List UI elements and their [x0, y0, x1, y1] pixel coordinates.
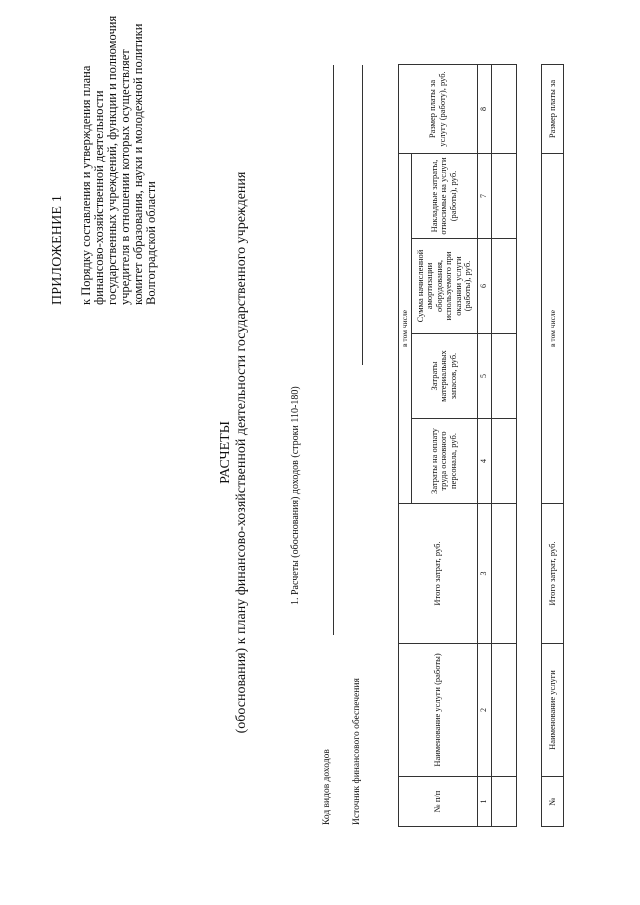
document-title: РАСЧЕТЫ: [218, 421, 233, 484]
header-col-total: Итого затрат, руб.: [399, 504, 478, 644]
column-number: 5: [477, 334, 491, 419]
column-number: 4: [477, 419, 491, 504]
table-cell: [491, 153, 516, 238]
table-cell: [491, 64, 516, 153]
header-row-1: [399, 64, 412, 826]
section-title: 1. Расчеты (обоснования) доходов (строки 110-180): [290, 386, 301, 605]
table-cell: [491, 334, 516, 419]
table-cell: [491, 419, 516, 504]
header-col-overhead: Накладные затраты, относимые на услуги (работы), руб.: [411, 153, 477, 238]
document-subtitle: (обоснования) к плану финансово-хозяйственной деятельности государственного учреждения: [234, 171, 249, 734]
header-col-fee: Размер платы за: [542, 65, 564, 154]
column-number-row: [477, 64, 491, 826]
funding-source-line: [362, 65, 363, 365]
header-group-including: в том числе: [542, 154, 564, 504]
table-cell: [491, 777, 516, 827]
header-col-depreciation: Сумма начисленной амортизации оборудования, используемого при оказании услуги (работы), руб.: [411, 239, 477, 334]
calculation-table-continued: [541, 64, 564, 827]
header-col-number: №: [542, 777, 564, 827]
table-cell: [491, 644, 516, 777]
column-number: 1: [477, 777, 491, 827]
header-col-labor: Затраты на оплату труда основного персонала, руб.: [411, 419, 477, 504]
header-col-materials: Затраты материальных запасов, руб.: [411, 334, 477, 419]
table-cell: [491, 239, 516, 334]
header-row-continued: [542, 65, 564, 827]
header-group-including: в том числе: [399, 153, 412, 503]
column-number: 2: [477, 644, 491, 777]
header-col-number: № п/п: [399, 777, 478, 827]
table-cell: [491, 504, 516, 644]
appendix-title: ПРИЛОЖЕНИЕ 1: [50, 194, 65, 305]
calculation-table: [398, 64, 517, 827]
column-number: 8: [477, 64, 491, 153]
income-code-line: [333, 65, 334, 635]
header-col-total: Итого затрат, руб.: [542, 504, 564, 644]
column-number: 3: [477, 504, 491, 644]
appendix-text: к Порядку составления и утверждения плана финансово-хозяйственной деятельности государственных учреждений, функции и полномочия учредителя в отношении которых осуществляет комитет образования, науки и молодежной политики Волгоградской области: [79, 15, 158, 305]
table-row: [491, 64, 516, 826]
funding-source-label: Источник финансового обеспечения: [352, 678, 362, 825]
header-col-fee: Размер платы за услугу (работу), руб.: [399, 64, 478, 153]
column-number: 6: [477, 239, 491, 334]
column-number: 7: [477, 153, 491, 238]
income-code-label: Код видов доходов: [322, 749, 332, 825]
header-col-service: Наименование услуги (работы): [399, 644, 478, 777]
header-col-service: Наименование услуги: [542, 644, 564, 777]
